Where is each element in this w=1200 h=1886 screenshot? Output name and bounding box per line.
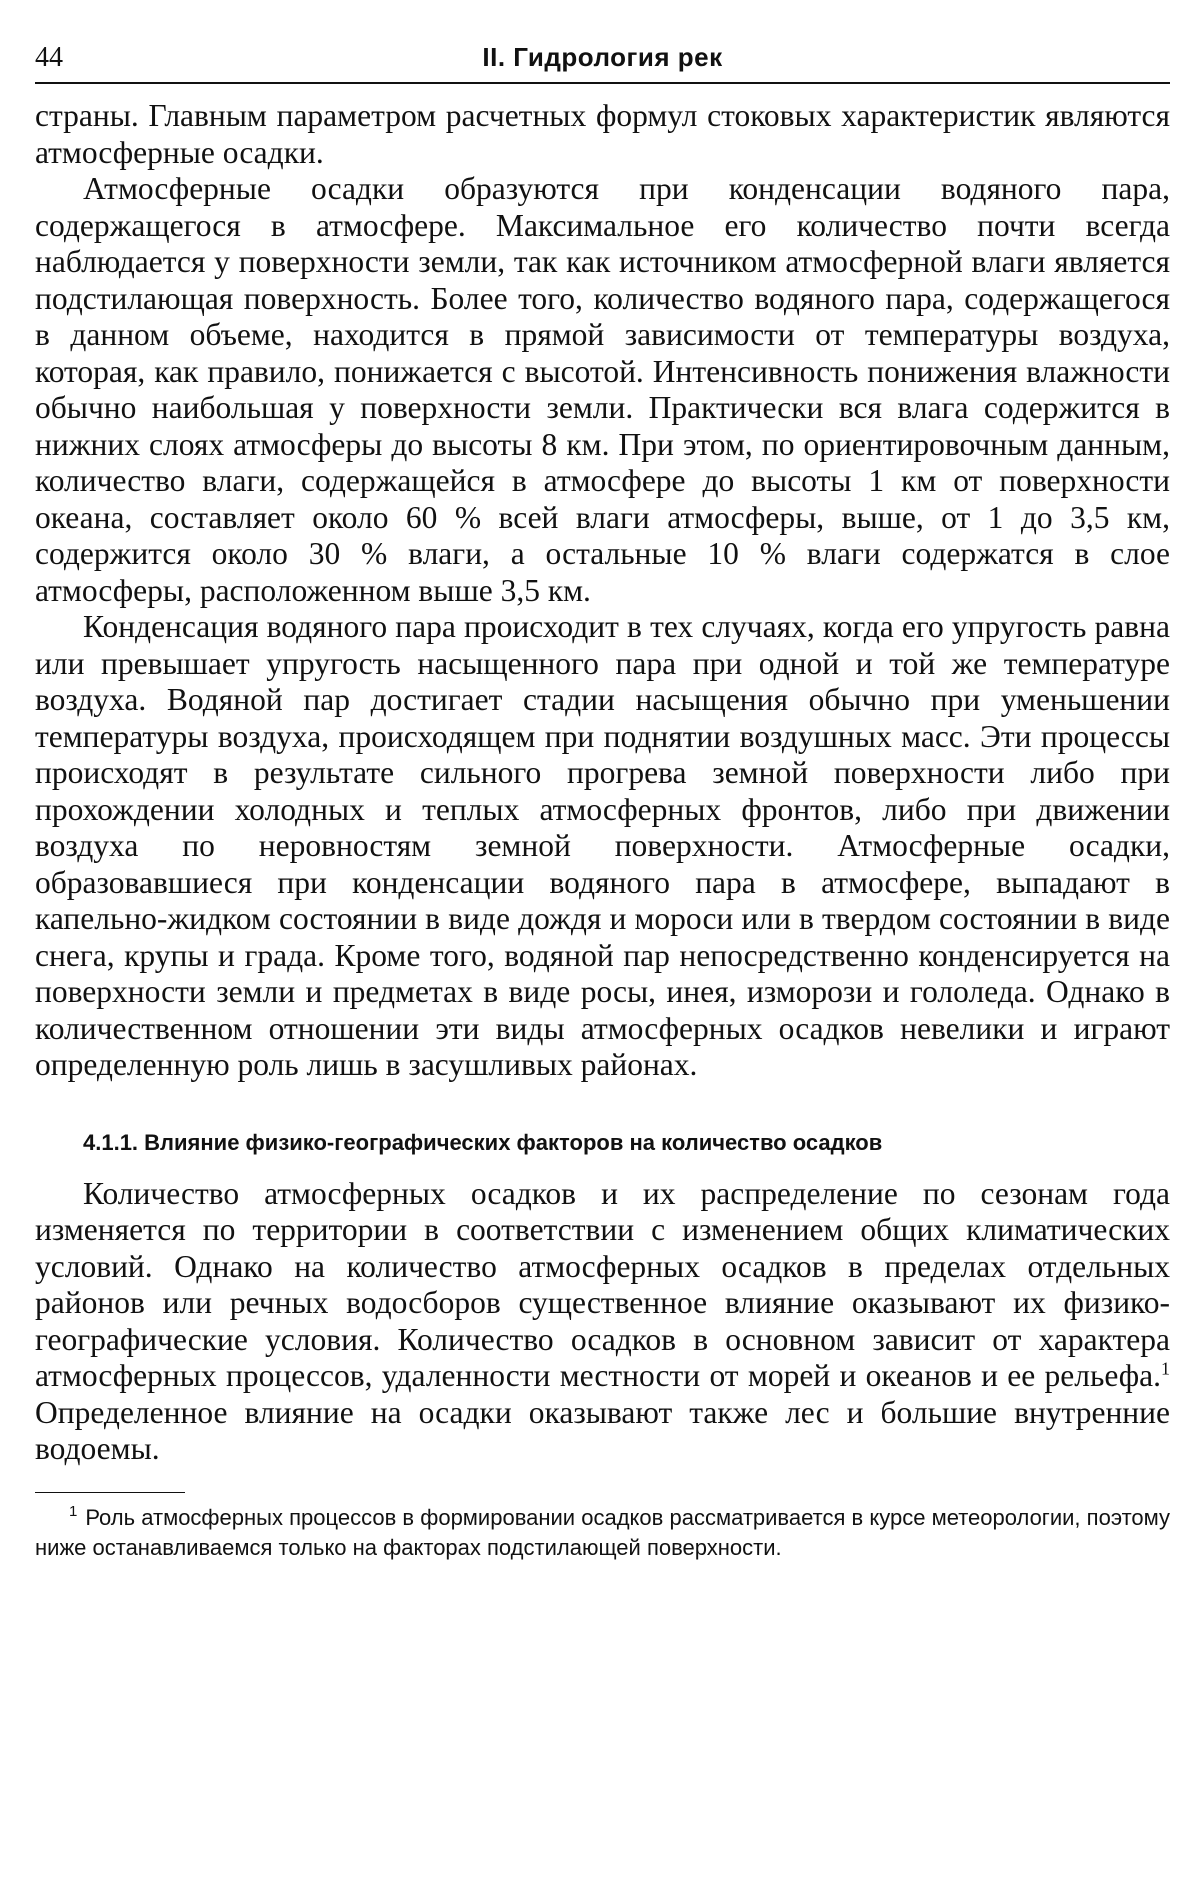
body-text [35,98,1170,1468]
paragraph-continued: страны. Главным параметром расчетных формул стоковых характеристик являются атмосферные осадки. [35,98,1170,170]
paragraph-section-intro [35,1176,1170,1468]
paragraph-section-text: Количество атмосферных осадков и их распределение по сезонам года изменяется по территории в соответствии с изменением общих климатических условий. Однако на количество атмосферных осадков в пределах отдельных районов или речных водосборов существенное влияние оказывают их физико-географические условия. Количество осадков в основном зависит от характера атмосферных процессов, удаленности местности от морей и океанов и ее рельефа. [35,1175,1170,1393]
chapter-title: II. Гидрология рек [482,42,723,72]
running-head [35,0,1170,84]
footnote-mark: 1 [69,1503,78,1521]
footnote-reference[interactable]: 1 [1161,1358,1170,1379]
paragraph-section-text-end: Определенное влияние на осадки оказывают также лес и большие внутренние водоемы. [35,1394,1170,1466]
footnote-text: Роль атмосферных процессов в формировании осадков рассматривается в курсе метеорологии, поэтому ниже останавливаемся только на факторах подстилающей поверхности. [35,1504,1170,1560]
footnote [35,1503,1170,1563]
paragraph-condensation-process: Конденсация водяного пара происходит в тех случаях, когда его упругость равна или превышает упругость насыщенного пара при одной и той же температуре воздуха. Водяной пар достигает стадии насыщения обычно при уменьшении температуры воздуха, происходящем при поднятии воздушных масс. Эти процессы происходят в результате сильного прогрева земной поверхности либо при прохождении холодных и теплых атмосферных фронтов, либо при движении воздуха по неровностям земной поверхности. Атмосферные осадки, образовавшиеся при конденсации водяного пара в атмосфере, выпадают в капельно-жидком состоянии в виде дождя и мороси или в твердом состоянии в виде снега, крупы и града. Кроме того, водяной пар непосредственно конденсируется на поверхности земли и предметах в виде росы, инея, изморози и гололеда. Однако в количественном отношении эти виды атмосферных осадков невелики и играют определенную роль лишь в засушливых районах. [35,609,1170,1082]
paragraph-condensation-origin: Атмосферные осадки образуются при конденсации водяного пара, содержащегося в атмосфере. Максимальное его количество почти всегда наблюдается у поверхности земли, так как источником атмосферной влаги является подстилающая поверхность. Более того, количество водяного пара, содержащегося в данном объеме, находится в прямой зависимости от температуры воздуха, которая, как правило, понижается с высотой. Интенсивность понижения влажности обычно наибольшая у поверхности земли. Практически вся влага содержится в нижних слоях атмосферы до высоты 8 км. При этом, по ориентировочным данным, количество влаги, содержащейся в атмосфере до высоты 1 км от поверхности океана, составляет около 60 % всей влаги атмосферы, выше, от 1 до 3,5 км, содержится около 30 % влаги, а остальные 10 % влаги содержатся в слое атмосферы, расположенном выше 3,5 км. [35,171,1170,608]
book-page [35,0,1170,1886]
footnote-divider [35,1492,185,1493]
page-number: 44 [35,42,63,73]
section-heading: 4.1.1. Влияние физико-географических факторов на количество осадков [83,1129,883,1155]
